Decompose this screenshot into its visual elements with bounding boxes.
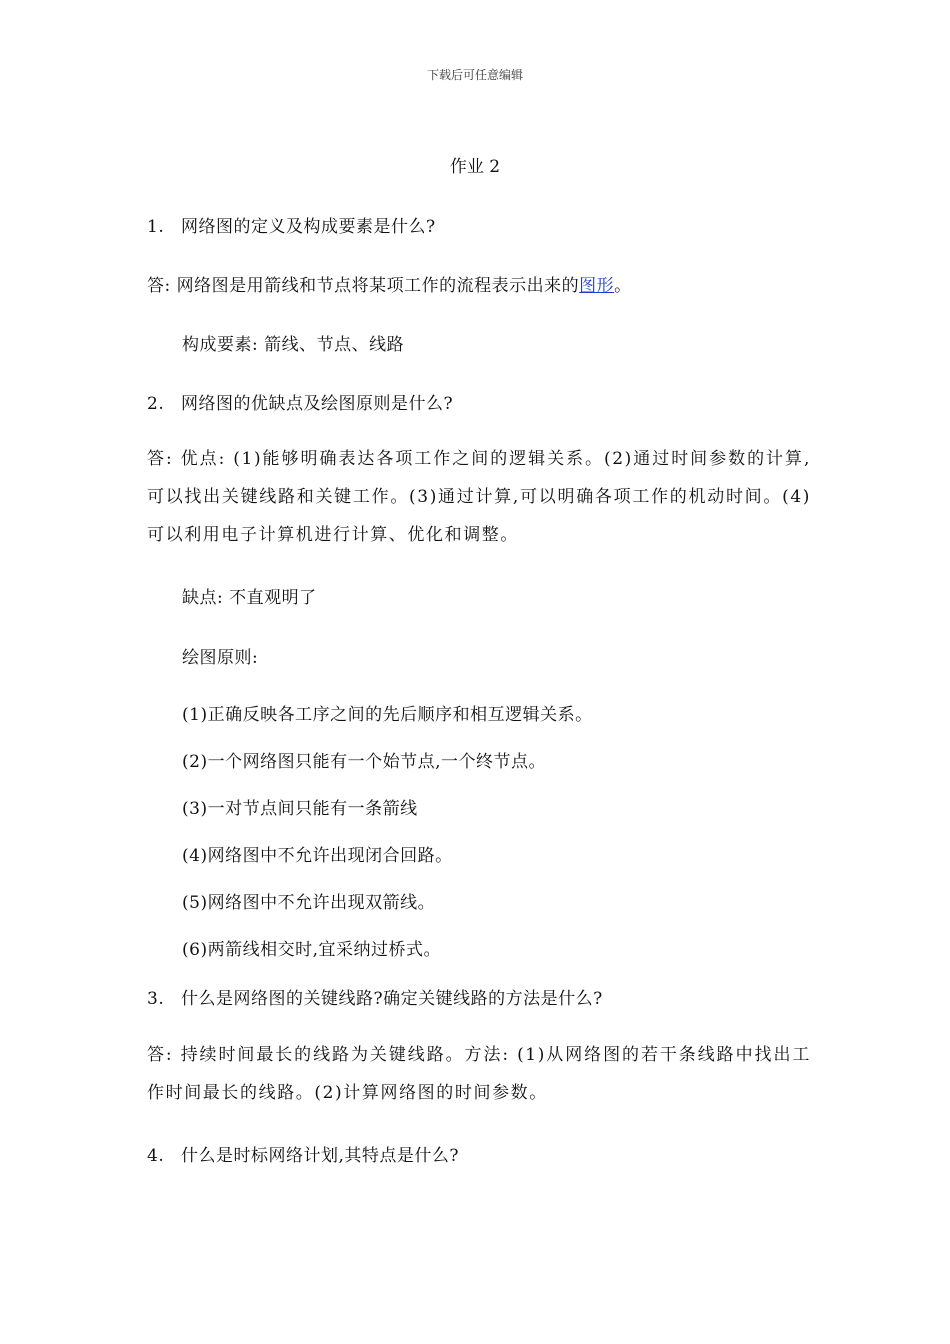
- principle-item: (1)正确反映各工序之间的先后顺序和相互逻辑关系。: [182, 705, 593, 725]
- principles-heading: 绘图原则:: [182, 648, 259, 668]
- page-header-note: 下载后可任意编辑: [426, 68, 523, 82]
- question-number: 2.: [147, 394, 165, 414]
- answer-suffix: 。: [614, 276, 632, 296]
- answer-2-disadvantages: 缺点: 不直观明了: [182, 588, 317, 608]
- question-number: 1.: [147, 217, 165, 237]
- answer-1: [147, 271, 632, 296]
- principle-item: (6)两箭线相交时,宜采纳过桥式。: [182, 940, 441, 960]
- question-2: [147, 389, 453, 414]
- question-text: 网络图的定义及构成要素是什么?: [181, 217, 436, 237]
- question-4: [147, 1141, 459, 1166]
- answer-1-elements: 构成要素: 箭线、节点、线路: [182, 335, 405, 355]
- question-1: [147, 212, 436, 237]
- question-text: 什么是网络图的关键线路?确定关键线路的方法是什么?: [181, 989, 603, 1009]
- principle-item: (3)一对节点间只能有一条箭线: [182, 799, 418, 819]
- answer-2-advantages: 答: 优点: (1)能够明确表达各项工作之间的逻辑关系。(2)通过时间参数的计算,可以找出关键线路和关键工作。(3)通过计算,可以明确各项工作的机动时间。(4)可以利用电子计算机进行计算、优化和调整。: [147, 449, 811, 545]
- principle-item: (5)网络图中不允许出现双箭线。: [182, 893, 436, 913]
- question-text: 什么是时标网络计划,其特点是什么?: [181, 1146, 460, 1166]
- principle-item: (4)网络图中不允许出现闭合回路。: [182, 846, 453, 866]
- answer-text: 答: 网络图是用箭线和节点将某项工作的流程表示出来的: [147, 276, 580, 296]
- question-number: 4.: [147, 1146, 165, 1166]
- document-title: 作业 2: [449, 157, 501, 177]
- question-text: 网络图的优缺点及绘图原则是什么?: [181, 394, 454, 414]
- figure-link[interactable]: 图形: [579, 276, 615, 296]
- answer-3: 答: 持续时间最长的线路为关键线路。方法: (1)从网络图的若干条线路中找出工作时间最长的线路。(2)计算网络图的时间参数。: [147, 1045, 811, 1103]
- principle-item: (2)一个网络图只能有一个始节点,一个终节点。: [182, 752, 546, 772]
- question-number: 3.: [147, 989, 165, 1009]
- question-3: [147, 984, 603, 1009]
